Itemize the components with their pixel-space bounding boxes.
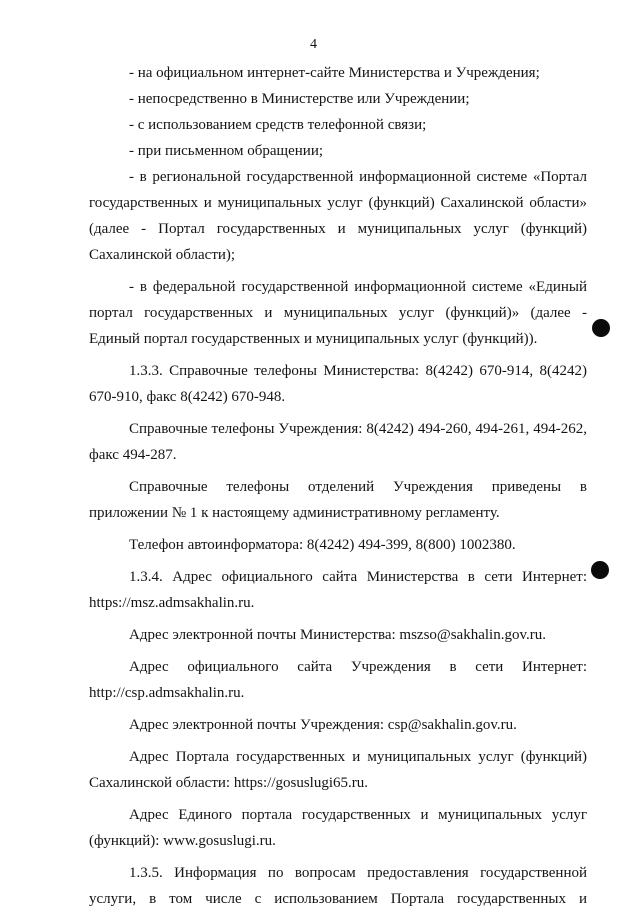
paragraph: Адрес электронной почты Учреждения: csp@sakhalin.gov.ru. [129, 717, 517, 733]
paragraph: Телефон автоинформатора: 8(4242) 494-399, 8(800) 1002380. [129, 537, 516, 553]
paragraph-list-item: - с использованием средств телефонной связи; [129, 117, 427, 133]
paragraph: Адрес официального сайта Учреждения в сети Интернет: http://csp.admsakhalin.ru. [89, 659, 587, 701]
page-number: 4 [310, 37, 317, 52]
paragraph-list-item: - в федеральной государственной информационной системе «Единый портал государственных и муниципальных услуг (функций)» (далее - Единый портал государственных и муниципальных услуг (функций)). [89, 279, 587, 347]
paragraph: Адрес электронной почты Министерства: mszso@sakhalin.gov.ru. [129, 627, 546, 643]
paragraph-list-item: - в региональной государственной информационной системе «Портал государственных и муниципальных услуг (функций) Сахалинской области» (далее - Портал государственных и муниципальных услуг (функций) Сахалинской области); [89, 169, 587, 263]
paragraph: Справочные телефоны отделений Учреждения приведены в приложении № 1 к настоящему административному регламенту. [89, 479, 587, 521]
punch-hole-mark-top [592, 319, 610, 337]
paragraph-section-1-3-3: 1.3.3. Справочные телефоны Министерства: 8(4242) 670-914, 8(4242) 670-910, факс 8(4242) 670-948. [89, 363, 587, 405]
document-body [89, 60, 587, 912]
paragraph-section-1-3-4: 1.3.4. Адрес официального сайта Министерства в сети Интернет: https://msz.admsakhalin.ru. [89, 569, 587, 611]
paragraph-list-item: - непосредственно в Министерстве или Учреждении; [129, 91, 470, 107]
paragraph-section-1-3-5: 1.3.5. Информация по вопросам предоставления государственной услуги, в том числе с использованием Портала государственных и [89, 865, 587, 907]
paragraph: Справочные телефоны Учреждения: 8(4242) 494-260, 494-261, 494-262, факс 494-287. [89, 421, 587, 463]
paragraph-list-item: - при письменном обращении; [129, 143, 324, 159]
paragraph-list-item: - на официальном интернет-сайте Министерства и Учреждения; [129, 65, 540, 81]
punch-hole-mark-bottom [591, 561, 609, 579]
paragraph: Адрес Единого портала государственных и муниципальных услуг (функций): www.gosuslugi.ru. [89, 807, 587, 849]
paragraph: Адрес Портала государственных и муниципальных услуг (функций) Сахалинской области: https://gosuslugi65.ru. [89, 749, 587, 791]
